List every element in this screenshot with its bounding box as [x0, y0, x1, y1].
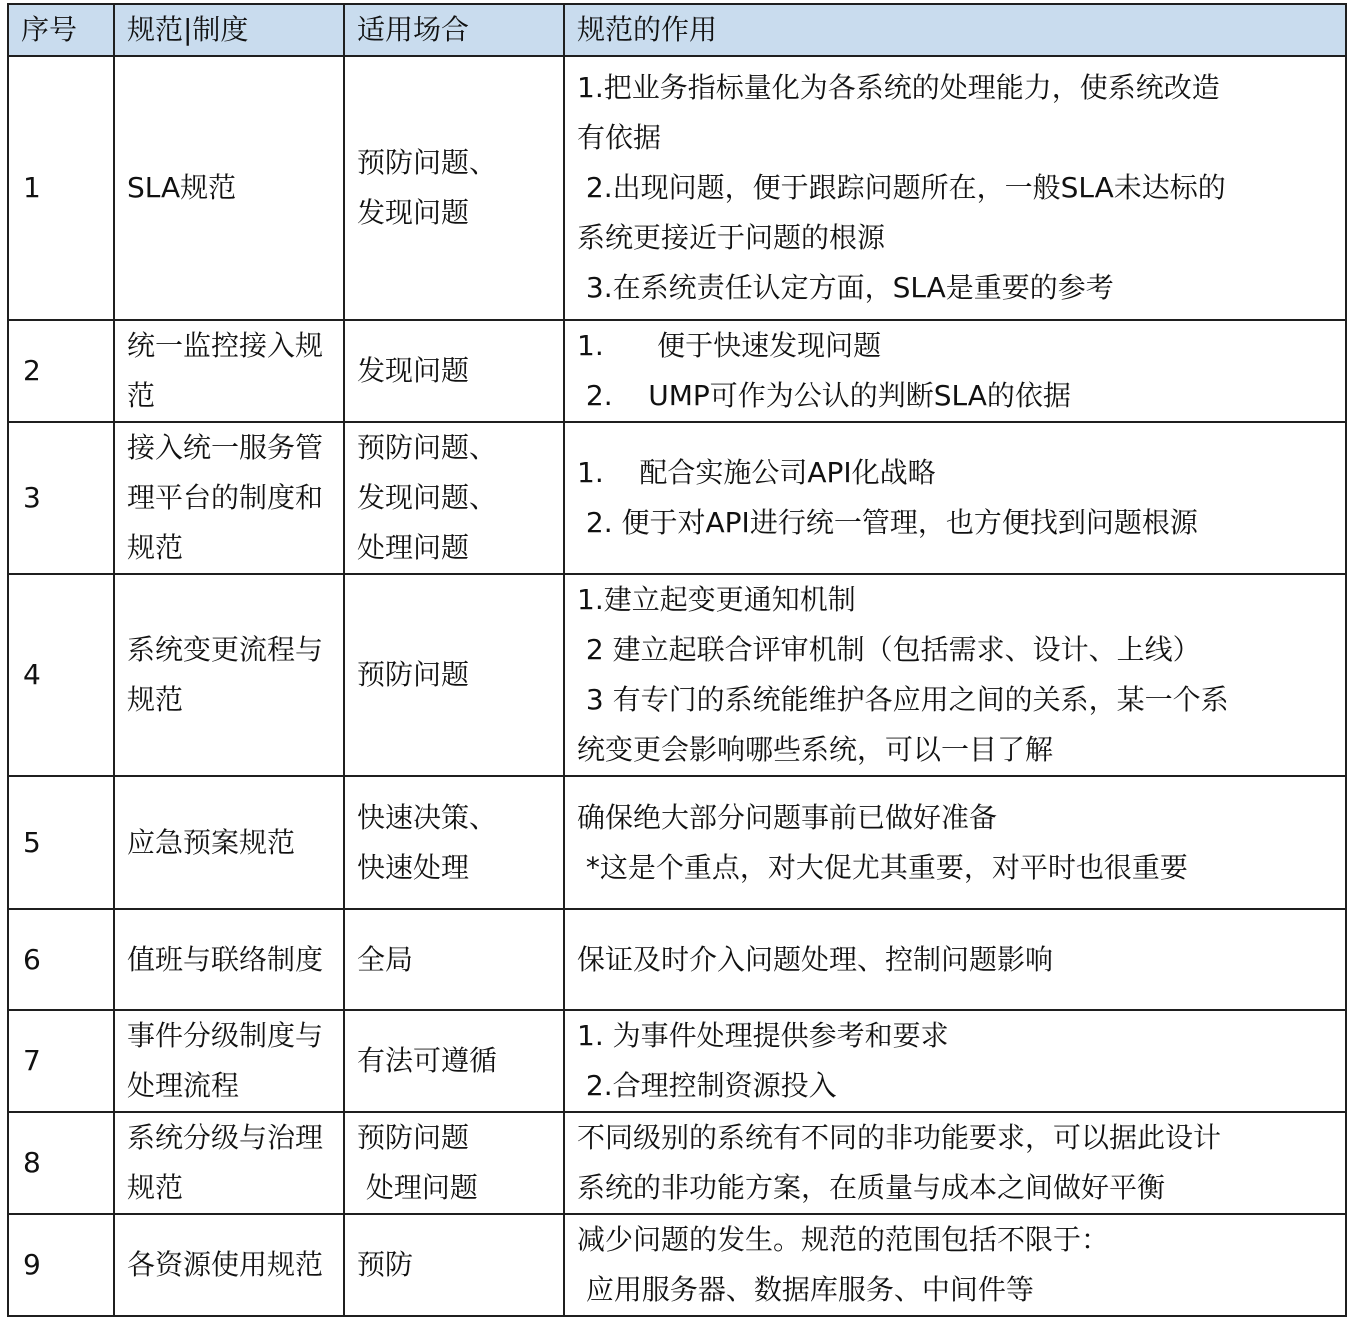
row-number: 9	[8, 1214, 114, 1316]
row-number: 3	[8, 422, 114, 574]
header-name: 规范|制度	[114, 4, 344, 56]
effect-line: 保证及时介入问题处理、控制问题影响	[577, 942, 1054, 976]
effect-line: 2. UMP可作为公认的判断SLA的依据	[577, 379, 1071, 412]
scenario-line: 有法可遵循	[357, 1044, 498, 1077]
scenario-line: 预防问题	[357, 658, 470, 691]
table-body	[8, 56, 1346, 1316]
scenario-line: 发现问题	[357, 354, 470, 387]
table-row	[8, 1010, 1346, 1112]
applicable-scenario	[344, 909, 564, 1010]
effect-line: 1.把业务指标量化为各系统的处理能力，使系统改造	[577, 71, 1220, 104]
standard-effect	[564, 56, 1346, 320]
row-number: 1	[8, 56, 114, 320]
scenario-line: 处理问题	[357, 1171, 478, 1204]
effect-line: 系统更接近于问题的根源	[577, 221, 886, 254]
header-num: 序号	[8, 4, 114, 56]
row-number: 2	[8, 320, 114, 422]
scenario-line: 预防问题、	[357, 431, 498, 464]
effect-line: 1. 配合实施公司API化战略	[577, 456, 936, 489]
applicable-scenario	[344, 56, 564, 320]
table-header	[8, 4, 1346, 56]
standard-effect	[564, 1010, 1346, 1112]
applicable-scenario	[344, 1112, 564, 1214]
table-row	[8, 56, 1346, 320]
header-row	[8, 4, 1346, 56]
standard-name: 应急预案规范	[114, 776, 344, 909]
applicable-scenario	[344, 320, 564, 422]
row-number: 6	[8, 909, 114, 1010]
standard-name: 接入统一服务管理平台的制度和规范	[114, 422, 344, 574]
scenario-line: 预防	[357, 1248, 414, 1281]
effect-line: 2 建立起联合评审机制（包括需求、设计、上线）	[577, 633, 1201, 666]
applicable-scenario	[344, 776, 564, 909]
scenario-line: 处理问题	[357, 531, 470, 564]
effect-line: 减少问题的发生。规范的范围包括不限于：	[577, 1223, 1110, 1256]
header-scenario: 适用场合	[344, 4, 564, 56]
scenario-line: 快速决策、	[357, 800, 498, 834]
standard-name: 系统分级与治理规范	[114, 1112, 344, 1214]
standard-effect	[564, 1112, 1346, 1214]
scenario-line: 发现问题、	[357, 481, 498, 514]
effect-line: 应用服务器、数据库服务、中间件等	[577, 1273, 1034, 1306]
table-row	[8, 1214, 1346, 1316]
standard-effect	[564, 320, 1346, 422]
row-number: 8	[8, 1112, 114, 1214]
applicable-scenario	[344, 1010, 564, 1112]
effect-line: 2. 便于对API进行统一管理，也方便找到问题根源	[577, 506, 1198, 539]
effect-line: 2.合理控制资源投入	[577, 1069, 837, 1102]
standard-name: 值班与联络制度	[114, 909, 344, 1010]
standard-effect	[564, 1214, 1346, 1316]
row-number: 4	[8, 574, 114, 776]
standard-effect	[564, 776, 1346, 909]
table-row	[8, 1112, 1346, 1214]
scenario-line: 全局	[357, 942, 414, 976]
standard-name: 事件分级制度与处理流程	[114, 1010, 344, 1112]
effect-line: 不同级别的系统有不同的非功能要求，可以据此设计	[577, 1121, 1222, 1154]
effect-line: 1.建立起变更通知机制	[577, 583, 856, 616]
standard-effect	[564, 909, 1346, 1010]
effect-line: 统变更会影响哪些系统，可以一目了解	[577, 733, 1054, 766]
row-number: 7	[8, 1010, 114, 1112]
effect-line: 有依据	[577, 121, 662, 154]
effect-line: *这是个重点，对大促尤其重要，对平时也很重要	[577, 850, 1188, 884]
row-number: 5	[8, 776, 114, 909]
standard-name: 各资源使用规范	[114, 1214, 344, 1316]
scenario-line: 预防问题、	[357, 146, 498, 179]
standards-table-container	[7, 3, 1347, 1317]
scenario-line: 预防问题	[357, 1121, 470, 1154]
applicable-scenario	[344, 1214, 564, 1316]
effect-line: 确保绝大部分问题事前已做好准备	[577, 800, 998, 834]
table-row	[8, 422, 1346, 574]
table-row	[8, 776, 1346, 909]
scenario-line: 发现问题	[357, 196, 470, 229]
standard-name: SLA规范	[114, 56, 344, 320]
header-effect: 规范的作用	[564, 4, 1346, 56]
effect-line: 3.在系统责任认定方面，SLA是重要的参考	[577, 271, 1114, 304]
effect-line: 1. 便于快速发现问题	[577, 329, 882, 362]
effect-line: 3 有专门的系统能维护各应用之间的关系，某一个系	[577, 683, 1229, 716]
table-row	[8, 574, 1346, 776]
effect-line: 系统的非功能方案，在质量与成本之间做好平衡	[577, 1171, 1166, 1204]
effect-line: 2.出现问题，便于跟踪问题所在，一般SLA未达标的	[577, 171, 1226, 204]
effect-line: 1. 为事件处理提供参考和要求	[577, 1019, 949, 1052]
table-row	[8, 909, 1346, 1010]
standard-effect	[564, 422, 1346, 574]
standard-effect	[564, 574, 1346, 776]
standard-name: 统一监控接入规范	[114, 320, 344, 422]
scenario-line: 快速处理	[357, 850, 470, 884]
applicable-scenario	[344, 574, 564, 776]
applicable-scenario	[344, 422, 564, 574]
table-row	[8, 320, 1346, 422]
standard-name: 系统变更流程与规范	[114, 574, 344, 776]
standards-table	[7, 3, 1347, 1317]
